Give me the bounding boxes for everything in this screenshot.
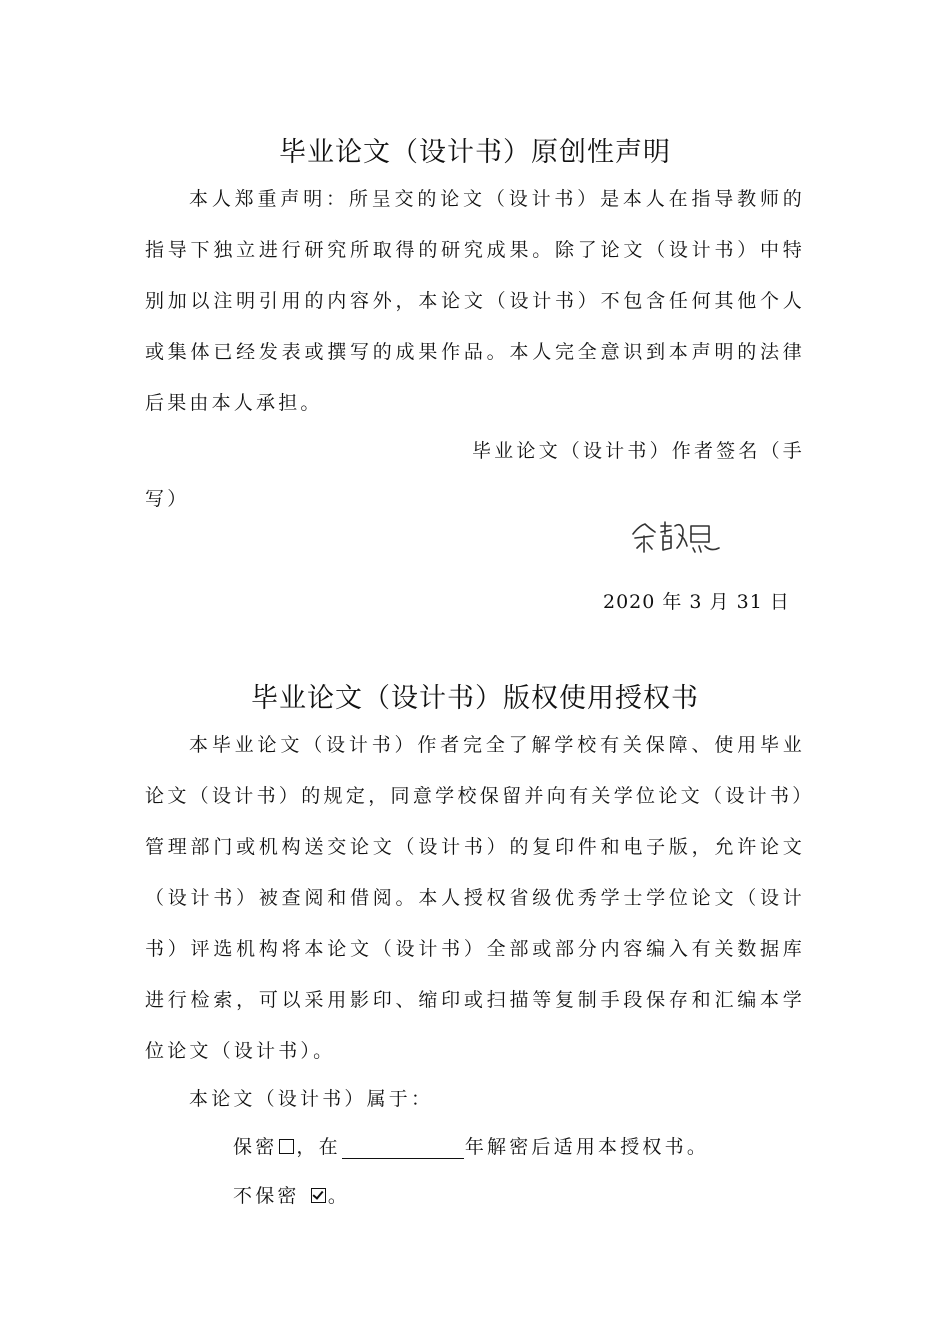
signature-label-continued: 写） (145, 488, 190, 510)
nonsecret-checkbox[interactable] (311, 1188, 326, 1203)
authorization-body: 本毕业论文（设计书）作者完全了解学校有关保障、使用毕业论文（设计书）的规定，同意学校保留并向有关学位论文（设计书）管理部门或机构送交论文（设计书）的复印件和电子版，允许论文（设计书）被查阅和借阅。本人授权省级优秀学士学位论文（设计书）评选机构将本论文（设计书）全部或部分内容编入有关数据库进行检索，可以采用影印、缩印或扫描等复制手段保存和汇编本学位论文（设计书）。 (145, 734, 805, 1062)
secret-in-text: ，在 (296, 1136, 341, 1158)
nonsecret-label: 不保密 (233, 1185, 300, 1207)
declaration-date: 2020 年 3 月 31 日 (603, 591, 790, 613)
handwritten-signature (625, 512, 725, 560)
nonsecret-option (233, 1181, 350, 1208)
authorization-title: 毕业论文（设计书）版权使用授权书 (251, 683, 699, 714)
decrypt-year-blank[interactable] (342, 1139, 464, 1159)
secret-label: 保密 (233, 1136, 278, 1158)
declaration-body: 本人郑重声明：所呈交的论文（设计书）是本人在指导教师的指导下独立进行研究所取得的研究成果。除了论文（设计书）中特别加以注明引用的内容外，本论文（设计书）不包含任何其他个人或集体已经发表或撰写的成果作品。本人完全意识到本声明的法律后果由本人承担。 (145, 188, 805, 414)
belongs-to-label: 本论文（设计书）属于： (189, 1088, 434, 1110)
secret-checkbox[interactable] (279, 1139, 294, 1154)
secret-option (233, 1132, 709, 1159)
nonsecret-end: 。 (327, 1185, 351, 1207)
secret-suffix: 年解密后适用本授权书。 (464, 1136, 710, 1158)
signature-label: 毕业论文（设计书）作者签名（手 (471, 440, 805, 462)
declaration-title: 毕业论文（设计书）原创性声明 (279, 137, 671, 168)
